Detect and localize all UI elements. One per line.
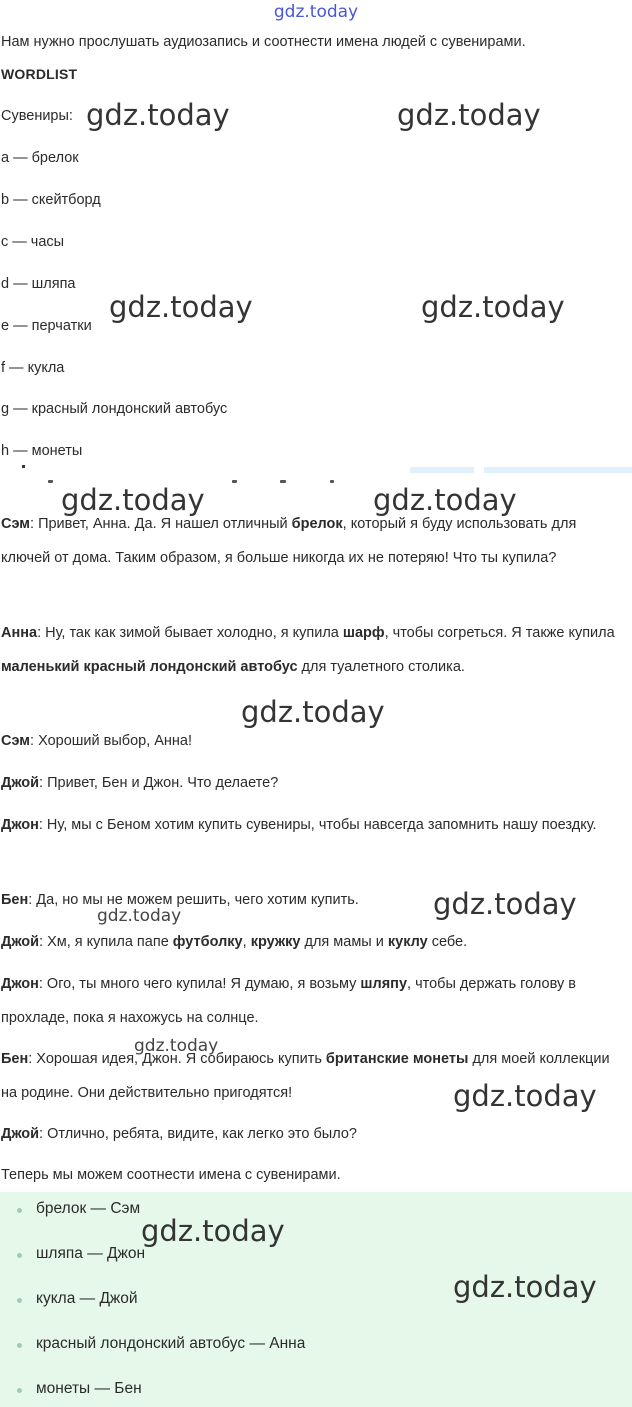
dialogue-text: для мамы и <box>300 934 388 950</box>
bullet-icon <box>17 1298 22 1303</box>
wordlist-item: h — монеты <box>1 443 83 459</box>
dialogue-text: , <box>242 934 251 950</box>
watermark: gdz.today <box>397 98 541 132</box>
dialogue-line <box>1 725 629 759</box>
watermark: gdz.today <box>373 483 517 517</box>
wordlist-item: e — перчатки <box>1 318 92 334</box>
watermark-small: gdz.today <box>134 1036 219 1056</box>
wordlist-item: d — шляпа <box>1 276 76 292</box>
answer-item: красный лондонский автобус — Анна <box>36 1335 306 1352</box>
dialogue-text: : Привет, Анна. Да. Я нашел отличный <box>30 516 292 532</box>
wordlist-item: a — брелок <box>1 150 79 166</box>
speaker-name: Сэм <box>1 516 31 532</box>
dialogue-line <box>1 508 629 575</box>
speaker-name: Джой <box>1 1126 40 1142</box>
dialogue-text: себе. <box>427 934 468 950</box>
wordlist-item: c — часы <box>1 234 65 250</box>
watermark: gdz.today <box>453 1270 597 1304</box>
dialogue-text: : Да, но мы не можем решить, чего хотим купить. <box>28 892 359 908</box>
cropped-fragment <box>484 467 632 473</box>
wordlist-title: WORDLIST <box>1 66 78 82</box>
watermark: gdz.today <box>433 887 577 921</box>
wordlist-item: g — красный лондонский автобус <box>1 401 228 417</box>
wordlist-item: f — кукла <box>1 360 65 376</box>
bullet-icon <box>17 1208 22 1213</box>
speaker-name: Бен <box>1 892 29 908</box>
dialogue-line <box>1 767 629 801</box>
watermark-small: gdz.today <box>97 906 182 926</box>
dialogue-text: , чтобы согреться. Я также купила <box>384 625 615 641</box>
bullet-fragment <box>22 465 25 468</box>
dialogue-line <box>1 617 629 684</box>
dialogue-line <box>1 926 629 960</box>
wordlist-heading: Сувениры: <box>1 108 73 124</box>
watermark: gdz.today <box>241 695 385 729</box>
dialogue-text: : Ну, мы с Беном хотим купить сувениры, чтобы навсегда запомнить нашу поездку. <box>38 817 597 833</box>
souvenir-highlight: кружку <box>250 934 301 950</box>
souvenir-highlight: маленький красный лондонский автобус <box>1 658 298 675</box>
dialogue-text: : Отлично, ребята, видите, как легко это было? <box>39 1126 357 1142</box>
dialogue-text: для моей коллекции на родине. Они действительно пригодятся! <box>1 1051 610 1101</box>
speaker-name: Анна <box>1 625 38 641</box>
souvenir-highlight: шарф <box>342 625 385 641</box>
watermark: gdz.today <box>453 1079 597 1113</box>
answer-item: монеты — Бен <box>36 1380 142 1397</box>
dialogue-text: : Хм, я купила папе <box>39 934 173 950</box>
bullet-icon <box>17 1253 22 1258</box>
souvenir-highlight: британские монеты <box>325 1051 469 1067</box>
conclusion-text: Теперь мы можем соотнести имена с сувенирами. <box>1 1167 341 1183</box>
watermark: gdz.today <box>109 290 253 324</box>
bullet-icon <box>17 1343 22 1348</box>
speaker-name: Джон <box>1 976 39 992</box>
speaker-name: Джой <box>1 934 40 950</box>
answer-item: шляпа — Джон <box>36 1245 146 1262</box>
dialogue-text: , который я буду использовать для ключей от дома. Таким образом, я больше никогда их не потеряю! Что ты купила? <box>1 516 577 566</box>
souvenir-highlight: шляпу <box>360 976 408 992</box>
wordlist-item: b — скейтборд <box>1 192 101 208</box>
souvenir-highlight: футболку <box>172 934 243 950</box>
cropped-strip <box>0 462 632 478</box>
dialogue-text: : Привет, Бен и Джон. Что делаете? <box>39 775 279 791</box>
dialogue-line <box>1 968 629 1035</box>
speaker-name: Сэм <box>1 733 31 749</box>
watermark: gdz.today <box>86 98 230 132</box>
speaker-name: Джон <box>1 817 39 833</box>
dialogue-line <box>1 1118 629 1152</box>
dialogue-text: , чтобы держать голову в прохладе, пока я нахожусь на солнце. <box>1 976 576 1026</box>
dialogue-text: : Хорошая идея, Джон. Я собираюсь купить <box>28 1051 326 1067</box>
bullet-icon <box>17 1388 22 1393</box>
souvenir-highlight: куклу <box>387 934 428 950</box>
dialogue-text: : Ого, ты много чего купила! Я думаю, я возьму <box>38 976 361 992</box>
dialogue-text: : Ну, так как зимой бывает холодно, я купила <box>37 625 343 641</box>
dialogue-text: для туалетного столика. <box>297 658 465 675</box>
intro-text: Нам нужно прослушать аудиозапись и соотнести имена людей с сувенирами. <box>1 34 526 50</box>
speaker-name: Джой <box>1 775 40 791</box>
dialogue-line <box>1 809 629 843</box>
watermark: gdz.today <box>61 483 205 517</box>
answer-item: кукла — Джой <box>36 1290 138 1307</box>
souvenir-highlight: брелок <box>291 516 343 532</box>
speaker-name: Бен <box>1 1051 29 1067</box>
dialogue-text: : Хороший выбор, Анна! <box>30 733 193 749</box>
cropped-fragment <box>410 467 474 473</box>
watermark: gdz.today <box>141 1214 285 1248</box>
header-watermark: gdz.today <box>273 2 359 22</box>
watermark: gdz.today <box>421 290 565 324</box>
answer-item: брелок — Сэм <box>36 1200 141 1217</box>
